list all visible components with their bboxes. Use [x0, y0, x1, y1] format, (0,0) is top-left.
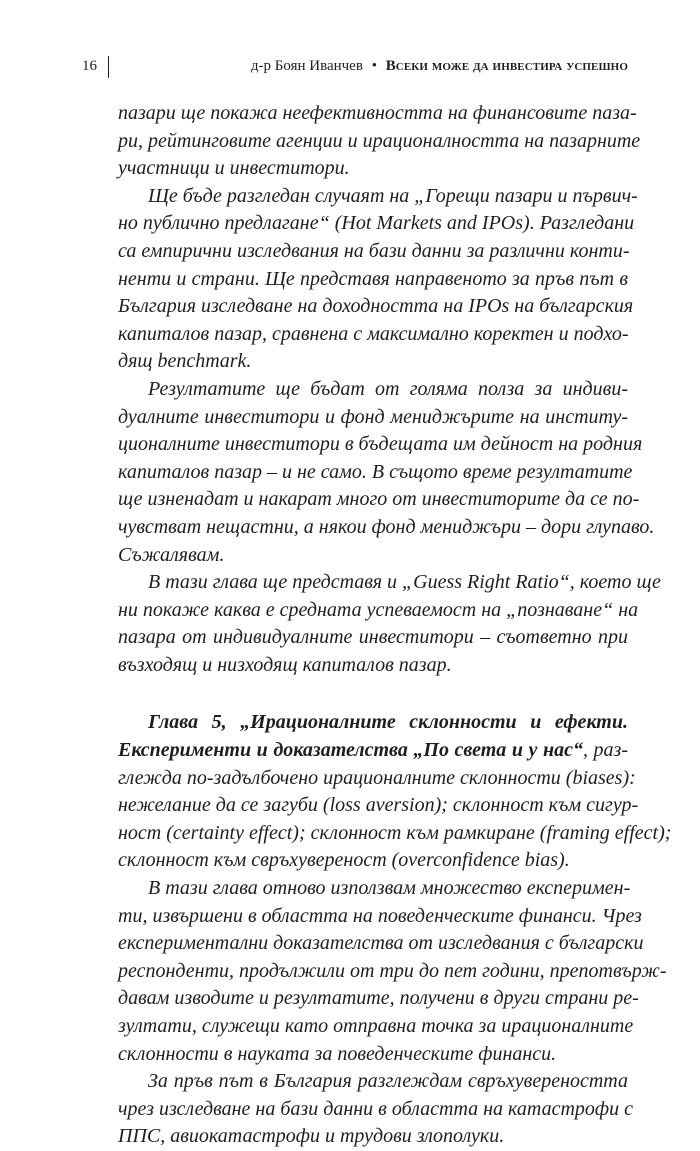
line-text: Резултатите ще бъдат от голяма полза за индиви-: [148, 377, 628, 400]
text-line: [118, 903, 642, 931]
text-line: [118, 155, 628, 183]
line-text: ще изненадат и накарат много от инвеститорите да се по-: [118, 488, 640, 511]
line-text: ни покаже каква е средната успеваемост на „познаване“ на: [118, 598, 639, 621]
text-line: [118, 624, 628, 652]
text-line: [118, 652, 628, 680]
text-line: [118, 514, 655, 542]
line-text: , раз-: [582, 739, 628, 762]
line-text: респонденти, продължили от три до пет години, препотвърж-: [118, 959, 667, 982]
text-line: [118, 820, 672, 848]
line-text: давам изводите и резултатите, получени в други страни ре-: [118, 987, 639, 1010]
text-line: [118, 459, 633, 487]
page-number: 16: [82, 58, 97, 74]
text-line: [118, 486, 640, 514]
text-line: [118, 930, 644, 958]
text-line: [118, 958, 667, 986]
line-text: склонности в науката за поведенческите финанси.: [118, 1042, 557, 1065]
line-text: България изследване на доходността на IPOs на българския: [118, 295, 634, 318]
text-line: [118, 293, 634, 321]
text-line: [118, 210, 635, 238]
line-text: дящ benchmark.: [118, 350, 252, 373]
text-line: [118, 737, 628, 765]
line-text: В тази глава отново използвам множество експеримен-: [148, 877, 631, 900]
chapter-title-text: Глава 5, „Ирационалните склонности и ефекти.: [148, 711, 628, 734]
chapter-title-text: Експерименти и доказателства „По света и у нас“: [118, 739, 583, 762]
text-line: [118, 542, 628, 570]
line-text: склонност към свръхувереност (overconfidence bias).: [118, 849, 570, 872]
line-text: чрез изследване на бази данни в областта на катастрофи с: [118, 1097, 633, 1120]
line-text: ционалните инвеститори в бъдещата им дейност на родния: [118, 433, 643, 456]
line-text: капиталов пазар, сравнена с максимално коректен и подхо-: [118, 322, 629, 345]
text-line: [118, 709, 628, 737]
line-text: възходящ и низходящ капиталов пазар.: [118, 653, 452, 676]
body-text: [118, 100, 672, 1151]
line-text: капиталов пазар – и не само. В същото време резултатите: [118, 460, 633, 483]
text-line: [118, 765, 636, 793]
line-text: експериментални доказателства от изследвания с български: [118, 932, 644, 955]
text-line: [118, 792, 639, 820]
text-line: [118, 376, 628, 404]
text-line: [118, 348, 628, 376]
text-line: [118, 321, 628, 349]
line-text: ненти и страни. Ще представя направеното за пръв път в: [118, 267, 628, 290]
text-line: [118, 431, 643, 459]
line-text: Ще бъде разгледан случаят на „Горещи пазари и първич-: [148, 184, 638, 207]
paragraph-gap: [118, 679, 628, 709]
line-text: ти, извършени в областта на поведенческите финанси. Чрез: [118, 904, 642, 927]
text-line: [118, 238, 628, 266]
text-line: [118, 1123, 628, 1151]
text-line: [118, 1041, 628, 1069]
text-line: [118, 847, 628, 875]
line-text: нежелание да се загуби (loss aversion); склонност към сигур-: [118, 794, 639, 817]
line-text: но публично предлагане“ (Hot Markets and IPOs). Разгледани: [118, 212, 635, 235]
line-text: участници и инвеститори.: [118, 157, 350, 180]
text-line: [118, 875, 631, 903]
header-divider: [108, 56, 109, 78]
header-book-title: Всеки може да инвестира успешно: [385, 58, 628, 74]
text-line: [118, 597, 639, 625]
line-text: глежда по-задълбочено ирационалните склонности (biases):: [118, 766, 636, 789]
line-text: Съжалявам.: [118, 543, 225, 566]
header-right: [251, 58, 628, 75]
text-line: [118, 100, 637, 128]
header-author: д-р Боян Иванчев: [250, 58, 363, 74]
line-text: ППС, авиокатастрофи и трудови злополуки.: [118, 1125, 505, 1148]
text-line: [118, 1096, 633, 1124]
line-text: В тази глава ще представя и „Guess Right Ratio“, което ще: [148, 571, 661, 594]
line-text: са емпирични изследвания на бази данни за различни конти-: [118, 239, 630, 262]
line-text: зултати, служещи като отправна точка за ирационалните: [118, 1015, 634, 1037]
text-line: [118, 1013, 634, 1041]
text-line: [118, 128, 641, 156]
running-header: [82, 56, 628, 82]
text-line: [118, 569, 661, 597]
line-text: За пръв път в България разглеждам свръхувереността: [148, 1070, 628, 1093]
line-text: ност (certainty effect); склонност към рамкиране (framing effect);: [118, 821, 672, 844]
text-line: [118, 404, 628, 432]
header-bullet: •: [371, 58, 377, 74]
line-text: ри, рейтинговите агенции и ирационалността на пазарните: [118, 129, 641, 152]
line-text: чувстват нещастни, а някои фонд мениджъри – дори глупаво.: [118, 515, 655, 538]
line-text: пазари ще покажа неефективността на финансовите паза-: [118, 102, 637, 124]
line-text: дуалните инвеститори и фонд мениджърите на институ-: [118, 405, 628, 428]
text-line: [118, 1068, 628, 1096]
text-line: [118, 183, 638, 211]
text-line: [118, 985, 639, 1013]
text-line: [118, 266, 628, 294]
line-text: пазара от индивидуалните инвеститори – съответно при: [118, 626, 628, 649]
